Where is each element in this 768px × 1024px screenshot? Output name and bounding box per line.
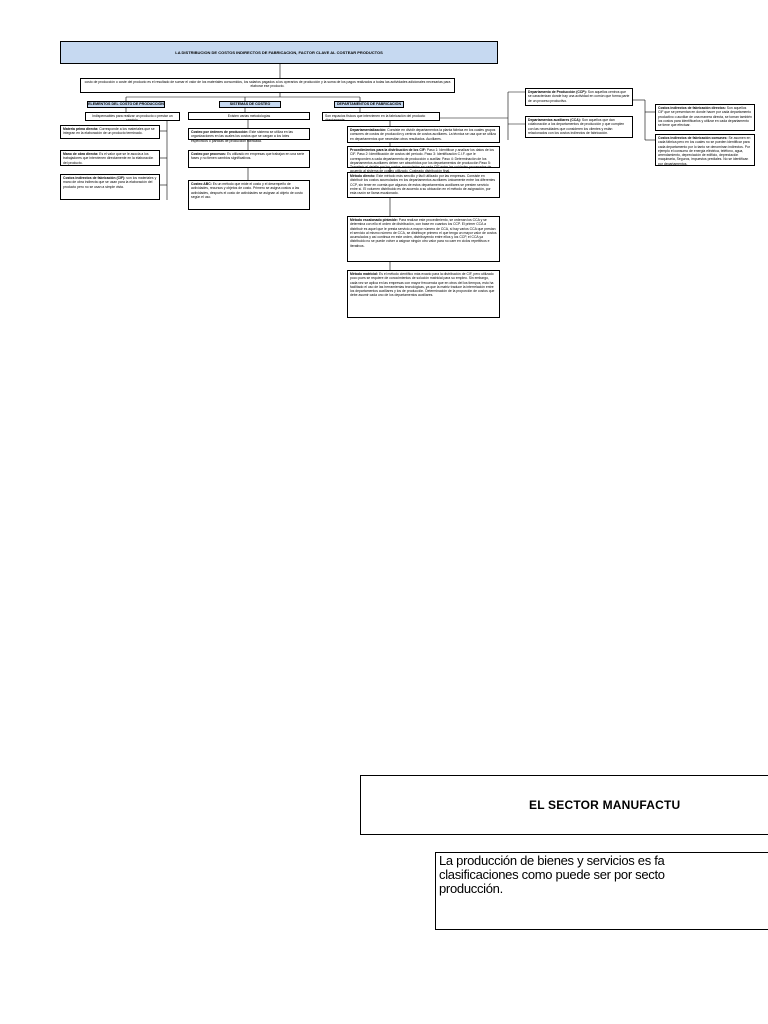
col1-item-label: Mano de obra directa:	[63, 152, 99, 156]
col4-item-text: Son aquellos que dan colaboración a los departamentos de producción y que cumplen con las necesidades que consideren los clientes y están relacionados con los costos indirectos de fabricación.	[528, 118, 625, 135]
lower-body-box	[435, 852, 768, 930]
col2-header	[219, 101, 281, 108]
map-title-text: LA DISTRIBUCION DE COSTOS INDIRECTOS DE FABRICACION, FACTOR CLAVE AL COSTEAR PRODUCTOS	[175, 50, 383, 55]
col4-item	[525, 116, 633, 138]
col4-item-label: Departamento de Producción (CCP):	[528, 90, 587, 94]
col1-item-label: Materia prima directa:	[63, 127, 99, 131]
col2-item	[188, 150, 310, 168]
col5-item	[655, 104, 755, 131]
col4-item-text: Son aquellos centros que se caracterizan donde hay una actividad en común que forma parte de un proceso productivo.	[528, 90, 630, 103]
col3-header-text: DEPARTAMENTOS DE FABRICACIÓN	[336, 102, 402, 106]
col3-header	[334, 101, 404, 108]
col1-item-label: Costos indirectos de fabricación (CIF):	[63, 176, 126, 180]
col3-item-text: Paso 1: Identificar y analizar los datos de los CIF. Paso 2: Identificación de costos del período. Paso 3: Identificación C.I.F. que le corresponden a cada departamento de producción o auxiliar. Paso 4: Determinación de los departamentos auxiliares deben ser absorbidos por los departamentos de producción Paso 5: Transferir el detalle por los costos acumulados en cada CIF entre las unidades procesadas de	[350, 148, 494, 170]
col1-header	[87, 101, 165, 108]
col5-item-text: Son aquellos CIF que se presentan en donde hacer por cada departamento productivo o auxiliar de una manera directa, se toman también los costos para identificarlos y utilizar en cada departamento se tiene que efectuar.	[658, 106, 752, 128]
lower-body-text: La producción de bienes y servicios es fa clasificaciones como puede ser por secto producción.	[439, 853, 665, 896]
intro-text: costo de producción o coste del producto es el resultado de sumar el valor de los materiales consumidos, los salarios pagados a los operarios de producción y la suma de los pagos realizados a todas las actividades adicionales necesarias para elaborar ese producto.	[84, 80, 451, 89]
col5-item-label: Costos indirectos de fabricación comunes:	[658, 136, 728, 140]
col5-item	[655, 134, 755, 166]
col1-item-text: son los materiales y mano de obra indirecta que se usan para la elaboración del producto pero no se usan a simple vista.	[63, 176, 157, 189]
col4-item-label: Departamentos auxiliares (CCA):	[528, 118, 581, 122]
col1-item	[60, 150, 160, 166]
col3-item-text: Este método más sencillo y fácil utilizado por las empresas. Consiste en distribuir los costos acumulados en los departamentos auxiliares únicamente entre los diferentes CCP, sin tener en cuenta que algunos de estos departamentos auxiliares se presten servicio entre sí. El volumen distribuido es de acuerdo a su ubicación en el método de asignación, por esta razón se llama escalonado.	[350, 174, 496, 196]
col1-item-text: Es el valor que se le asocia a los trabajadores que intervienen directamente en la elaboración del producto.	[63, 152, 154, 165]
col1-sub-text: Indispensables para realizar un producto o prestar un servicio.	[92, 114, 173, 123]
col3-item-label: Método directo:	[350, 174, 376, 178]
col1-item-text: Corresponde a los materiales que se integran en la elaboración de un producto terminado.	[63, 127, 155, 136]
col1-item	[60, 174, 160, 200]
col3-item	[347, 270, 500, 318]
col2-item-text: Es utilizado en empresas que trabajan en una serie fases y no tienen cambios significativos.	[191, 152, 305, 161]
col1-header-text: ELEMENTOS DEL COSTO DE PRODUCCIÓN	[88, 102, 164, 106]
col3-sub	[322, 112, 440, 121]
col3-item	[347, 126, 500, 143]
col3-item-text: Consiste en dividir departamentos la planta fábrica en los cuales grupos comunes de costos de producción y centros de costos auxiliares. La técnica se usa que se utiliza en departamentos que necesitan otros resultados. Auxiliares.	[350, 128, 496, 141]
col3-sub-text: Son espacios físicos que intervienen en la fabricación del producto directamente.	[325, 114, 426, 123]
col1-item	[60, 125, 160, 139]
col2-item-label: Costeo por procesos:	[191, 152, 227, 156]
col3-item-label: Método escalonado pirámide:	[350, 218, 398, 222]
col3-item-label: Método matricial:	[350, 272, 379, 276]
col3-item-label: Departamentalización:	[350, 128, 387, 132]
intro-box	[80, 78, 455, 93]
lower-title: EL SECTOR MANUFACTU	[529, 798, 681, 812]
col3-item-text: Para realizar este procedimiento, se ordenan los CCA y se determina con ello el orden de distribución, con base en cuantos los CCP. El primer CCA a distribuir es aquel que le presta servicio a mayor número de CCA, si hay varios CCA que prestan el servicio al mismo número de CCA, se distribuye primero el que tenga un mayor valor de costos acumulados y así continua en este orden, distribuyendo entre ellos y los CCP, el CCA ya distribuido no se puede volver a asignar ningún otro valor para no caer en ciclos repetitivos e iterativos.	[350, 218, 497, 248]
col2-item-label: Costeo ABC:	[191, 182, 212, 186]
col3-item-text: Es el método científico más exacto para la distribución de CIF, pero utilizado poco pues se requiere de conocimientos de solución matricial para su empleo. Sin embargo, cada vez se aplica en las empresas con mayor frecuencia que en otros del los tiempos, esto ha facilitado el uso de las herramientas tecnológicas, ya que la matriz traduce la interrelación entre los departamentos auxiliares y los de producción. Determinación de la proporción de costos que debe asumir cada uno de los departamentos auxiliares.	[350, 272, 495, 298]
col1-sub	[85, 112, 180, 121]
col2-item-label: Costeo por órdenes de producción:	[191, 130, 249, 134]
col2-sub	[188, 112, 310, 120]
lower-title-box	[360, 775, 768, 835]
col4-item	[525, 88, 633, 106]
col3-item	[347, 146, 500, 168]
col3-item	[347, 216, 500, 262]
col2-item	[188, 180, 310, 210]
col3-item	[347, 172, 500, 198]
col5-item-text: Se asumen en cada fábrica pero en los cuales no se pueden identificar para cada departamento por lo tanto se denominan indirectos. Por ejemplo el consumo de energía eléctrica, teléfono, agua, arrendamiento, depreciación de edificio, depreciación maquinaria, Seguros, impuestos prediales. No se identifican por departamentos.	[658, 136, 751, 166]
col2-item-text: Es un método que mide el costo y el desempeño de actividades, recursos y objetos de costo. Primero se asigna costos a las actividades, después el costo de actividades se asignan al objeto de costo según el uso.	[191, 182, 303, 199]
map-title	[60, 41, 498, 64]
col2-header-text: SISTEMAS DE COSTEO	[229, 102, 271, 106]
col5-item-label: Costos indirectos de fabricación directos:	[658, 106, 726, 110]
col2-item	[188, 128, 310, 143]
col3-item-label: Procedimientos para la distribución de los CIF:	[350, 148, 426, 152]
col2-sub-text: Existen varias metodologías	[227, 114, 271, 118]
col2-item-text: Este sistema se utiliza en las organizaciones en las cuales los costos que se cargan a los lotes específicos o partidas de producción fabricada.	[191, 130, 293, 143]
